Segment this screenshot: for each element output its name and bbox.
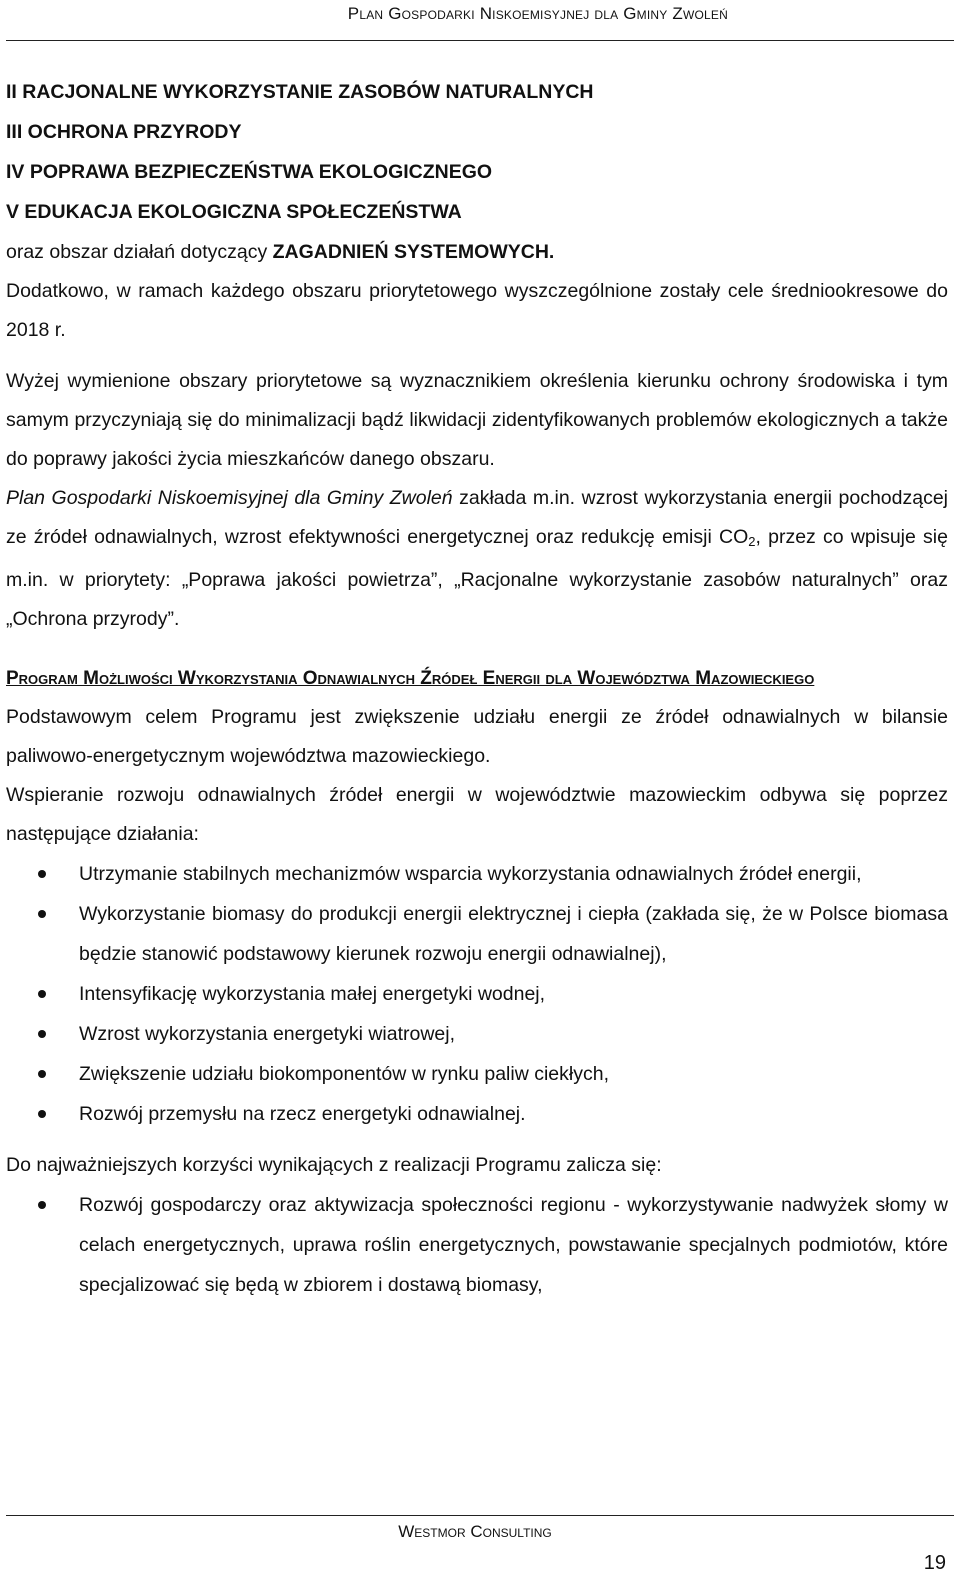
list-item: Utrzymanie stabilnych mechanizmów wsparcia wykorzystania odnawialnych źródeł energii, bbox=[6, 854, 948, 894]
benefits-intro: Do najważniejszych korzyści wynikających z realizacji Programu zalicza się: bbox=[6, 1154, 662, 1176]
bullet-icon bbox=[38, 870, 46, 878]
bullet-icon bbox=[38, 1110, 46, 1118]
footer-company: Westmor Consulting bbox=[398, 1522, 552, 1541]
area-item: V EDUKACJA EKOLOGICZNA SPOŁECZEŃSTWA bbox=[6, 201, 462, 223]
plan-title-italic: Plan Gospodarki Niskoemisyjnej dla Gminy Zwoleń bbox=[6, 487, 453, 509]
page-number: 19 bbox=[923, 1552, 946, 1574]
program-title: Program Możliwości Wykorzystania Odnawialnych Źródeł Energii dla Województwa Mazowieckiego bbox=[6, 668, 815, 689]
bullet-icon bbox=[38, 1070, 46, 1078]
page-body bbox=[6, 72, 948, 1305]
bullet-icon bbox=[38, 990, 46, 998]
paragraph-plan-assumptions bbox=[6, 479, 948, 639]
plan-text-a: zakłada m.in. wzrost wykorzystania energii pochodzącej ze źródeł odnawialnych, wzrost efektywności energetycznej oraz redukcję emisji CO bbox=[6, 487, 948, 548]
bullet-icon bbox=[38, 1201, 46, 1209]
area-bold-text: ZAGADNIEŃ SYSTEMOWYCH. bbox=[272, 241, 555, 263]
program-goal: Podstawowym celem Programu jest zwiększenie udziału energii ze źródeł odnawialnych w bilansie paliwowo-energetycznym województwa mazowieckiego. bbox=[6, 706, 948, 767]
plan-text-b: , przez co wpisuje się m.in. w priorytety: „Poprawa jakości powietrza”, „Racjonalne wykorzystanie zasobów naturalnych” oraz „Ochrona przyrody”. bbox=[6, 526, 948, 630]
area-item: II RACJONALNE WYKORZYSTANIE ZASOBÓW NATURALNYCH bbox=[6, 81, 594, 103]
area-item: IV POPRAWA BEZPIECZEŃSTWA EKOLOGICZNEGO bbox=[6, 161, 493, 183]
bullet-icon bbox=[38, 910, 46, 918]
paragraph-priority-areas: Wyżej wymienione obszary priorytetowe są wyznacznikiem określenia kierunku ochrony środowiska i tym samym przyczyniają się do minimalizacji bądź likwidacji zidentyfikowanych problemów ekologicznych a także do poprawy jakości życia mieszkańców danego obszaru. bbox=[6, 370, 948, 470]
co2-subscript: 2 bbox=[748, 534, 756, 549]
benefits-list bbox=[6, 1185, 948, 1305]
actions-list bbox=[6, 854, 948, 1134]
list-item: Rozwój przemysłu na rzecz energetyki odnawialnej. bbox=[6, 1094, 948, 1134]
paragraph-medium-term-goals: Dodatkowo, w ramach każdego obszaru priorytetowego wyszczególnione zostały cele średniookresowe do 2018 r. bbox=[6, 280, 948, 341]
area-lead-text: oraz obszar działań dotyczący bbox=[6, 241, 273, 263]
running-header: Plan Gospodarki Niskoemisyjnej dla Gminy Zwoleń bbox=[347, 4, 728, 23]
list-item: Intensyfikację wykorzystania małej energetyki wodnej, bbox=[6, 974, 948, 1014]
area-item-systemic bbox=[6, 232, 948, 272]
program-support-intro: Wspieranie rozwoju odnawialnych źródeł energii w województwie mazowieckim odbywa się poprzez następujące działania: bbox=[6, 784, 948, 845]
bullet-icon bbox=[38, 1030, 46, 1038]
list-item: Zwiększenie udziału biokomponentów w rynku paliw ciekłych, bbox=[6, 1054, 948, 1094]
area-item: III OCHRONA PRZYRODY bbox=[6, 121, 242, 143]
header-rule bbox=[6, 40, 954, 41]
list-item: Wykorzystanie biomasy do produkcji energii elektrycznej i ciepła (zakłada się, że w Polsce biomasa będzie stanowić podstawowy kierunek rozwoju energii odnawialnej), bbox=[6, 894, 948, 974]
footer-rule bbox=[6, 1515, 954, 1516]
list-item: Rozwój gospodarczy oraz aktywizacja społeczności regionu - wykorzystywanie nadwyżek słomy w celach energetycznych, uprawa roślin energetycznych, powstawanie specjalnych podmiotów, które specjalizować się będą w zbiorem i dostawą biomasy, bbox=[6, 1185, 948, 1305]
list-item: Wzrost wykorzystania energetyki wiatrowej, bbox=[6, 1014, 948, 1054]
